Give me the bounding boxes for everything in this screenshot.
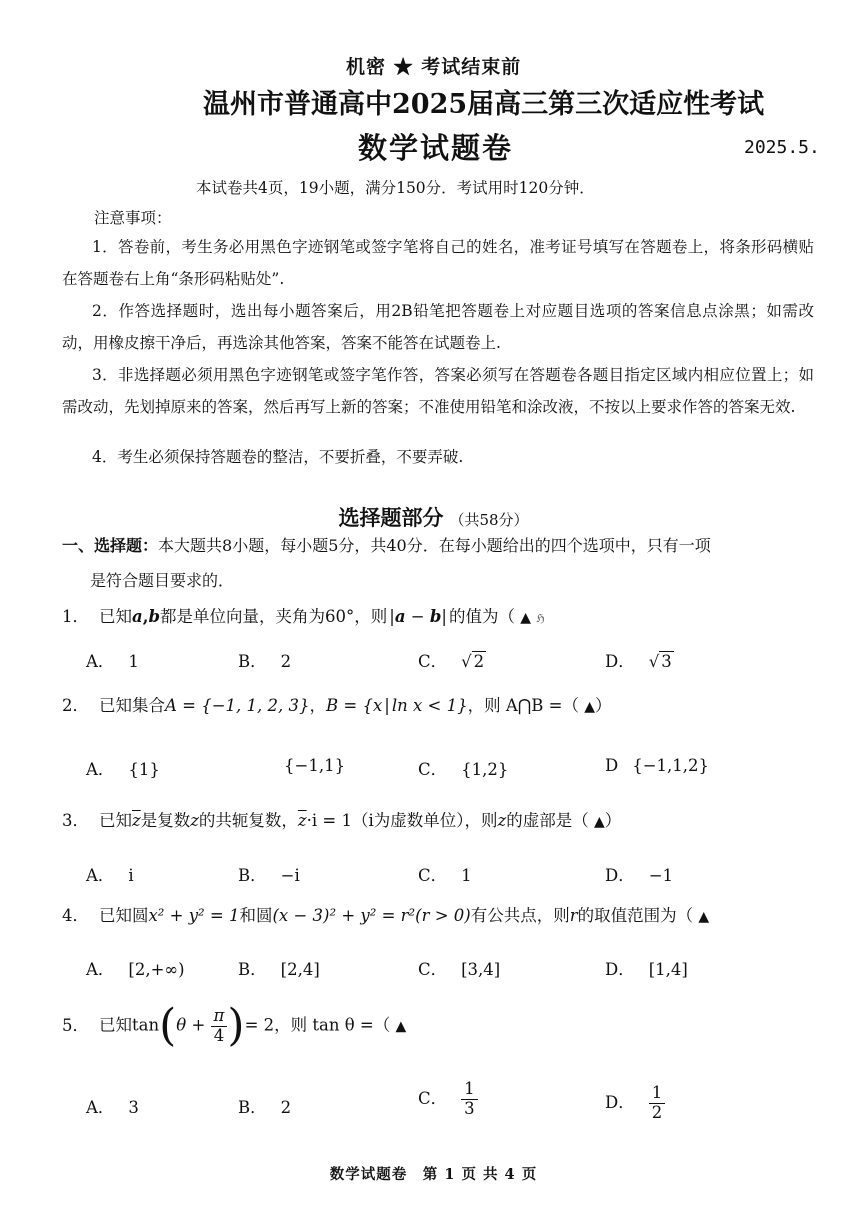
pi-over-4: $\frac{\pi}{4}$ (211, 1007, 228, 1046)
exam-title: 温州市普通高中2025届高三第三次适应性考试 (203, 89, 765, 120)
question-number: 1． (62, 607, 89, 626)
answer-mark: ▲ (395, 1018, 407, 1035)
question-1: 1． 已知a,b都是单位向量，夹角为60°，则 |a − b| 的值为（ ▲ ℌ (62, 607, 545, 626)
part-text: 本大题共8小题，每小题5分，共40分．在每小题给出的四个选项中，只有一项 (158, 536, 711, 555)
question-5: 5． 已知tan(θ + $\frac{\pi}{4}$ )= 2，则 tan θ =（ ▲ (62, 1000, 407, 1051)
option-c: C． $\frac{1}{3}$ (418, 1080, 478, 1119)
option-a: A． i (86, 866, 134, 885)
option-a: A． {1} (86, 760, 160, 779)
question-number: 5． (62, 1015, 89, 1035)
option-c: C． [3,4] (418, 960, 501, 979)
note-item: 2．作答选择题时，选出每小题答案后，用2B铅笔把答题卷上对应题目选项的答案信息点涂黑；如需改动，用橡皮擦干净后，再选涂其他答案，答案不能答在试题卷上. (62, 302, 814, 352)
option-d: D． −1 (605, 866, 674, 885)
note-item: 4．考生必须保持答题卷的整洁，不要折叠，不要弄破. (92, 448, 464, 466)
option-a: A． 3 (86, 1098, 139, 1117)
paper-summary: 本试卷共4页，19小题，满分150分．考试用时120分钟． (196, 179, 595, 197)
answer-mark: ▲ (520, 610, 531, 626)
option-b: {−1,1} (284, 756, 346, 775)
option-b: B． 2 (238, 652, 292, 671)
option-d: D． √ 3 (605, 652, 672, 671)
confidential-label: 机密 ★ 考试结束前 (346, 56, 522, 78)
note-item: 3．非选择题必须用黑色字迹钢笔或签字笔作答，答案必须写在答题卷各题目指定区域内相应位置上；如需改动，先划掉原来的答案，然后再写上新的答案；不准使用铅笔和涂改液，不按以上要求作答的答案无效. (62, 366, 814, 416)
q-text: 的值为（ (448, 607, 515, 626)
section-title: 选择题部分 (338, 505, 444, 530)
answer-mark: ▲ (698, 909, 710, 925)
option-a: A． [2,+∞) (86, 960, 185, 979)
section-points: （共58分） (449, 511, 529, 529)
question-number: 4． (62, 906, 89, 925)
option-a: A． 1 (86, 652, 139, 671)
option-d: D． $\frac{1}{2}$ (605, 1084, 665, 1123)
q-text: 已知 (99, 607, 132, 626)
option-c: C． {1,2} (418, 760, 509, 779)
question-4: 4． 已知圆x² + y² = 1和圆(x − 3)² + y² = r²(r > 0)有公共点，则r的取值范围为（ ▲ (62, 906, 710, 925)
question-2: 2． 已知集合A = {−1, 1, 2, 3}，B = {x | ln x < 1}，则 A⋂B =（ ▲） (62, 696, 612, 715)
part-lead: 一、选择题： (62, 536, 159, 555)
part-text-cont: 是符合题目要求的． (90, 571, 235, 590)
option-c: C． 1 (418, 866, 472, 885)
option-b: B． [2,4] (238, 960, 320, 979)
stray-mark: ℌ (536, 612, 545, 625)
option-b: B． 2 (238, 1098, 292, 1117)
question-number: 2． (62, 696, 89, 715)
option-b: B． −i (238, 866, 300, 885)
option-d: D． [1,4] (605, 960, 688, 979)
exam-date: 2025.5. (744, 137, 820, 158)
part-intro (62, 528, 814, 598)
option-d: D {−1,1,2} (605, 756, 710, 775)
q-text: 都是单位向量，夹角为60°，则 (160, 607, 388, 626)
question-3: 3． 已知$\overline{z}$是复数z的共轭复数，$\overline{z}\cdot i = 1(i$为虚数单位），则z的虚部是（ ▲） (62, 811, 622, 830)
answer-mark: ▲ (593, 814, 605, 830)
option-c: C． √ 2 (418, 652, 485, 671)
answer-mark: ▲ (584, 699, 596, 715)
note-item: 1．答卷前，考生务必用黑色字迹钢笔或签字笔将自己的姓名，准考证号填写在答题卷上，将条形码横贴在答题卷右上角“条形码粘贴处”. (62, 238, 814, 288)
paper-title: 数学试题卷 (358, 131, 514, 165)
question-number: 3． (62, 811, 89, 830)
notes-heading: 注意事项： (94, 209, 172, 227)
page-footer: 数学试题卷 第 1 页 共 4 页 (329, 1166, 538, 1183)
